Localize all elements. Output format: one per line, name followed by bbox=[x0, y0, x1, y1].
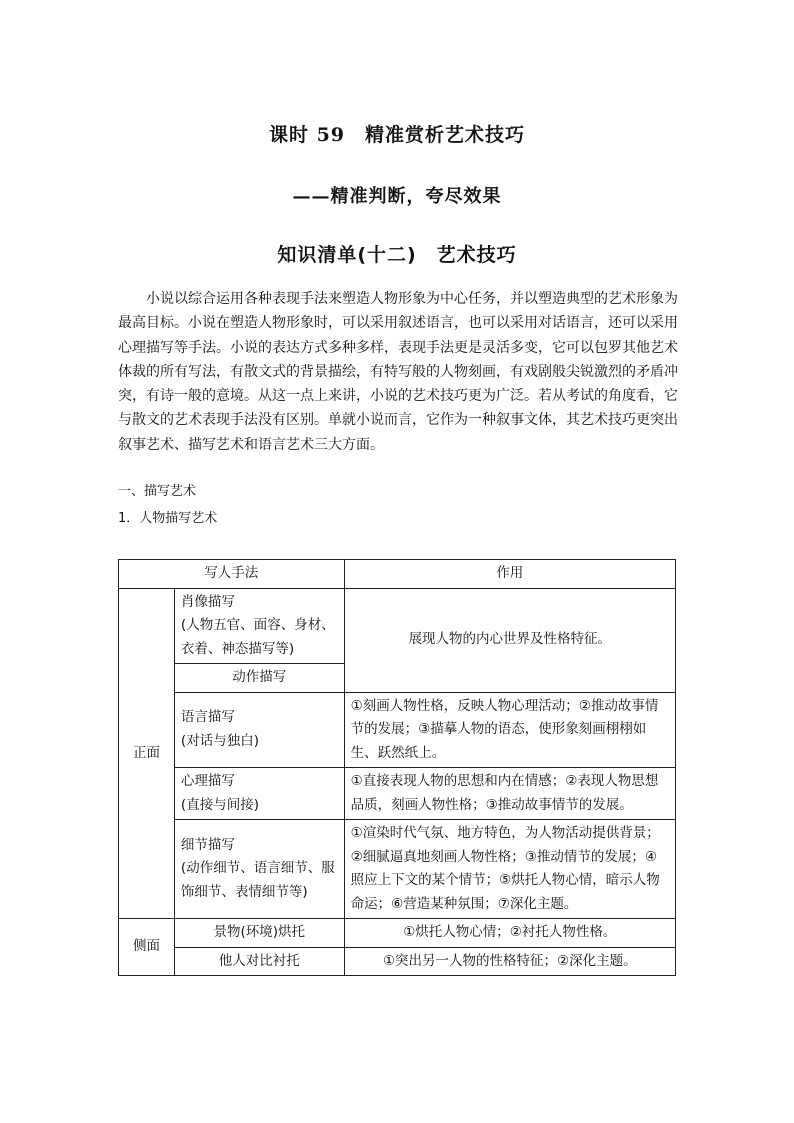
method-portrait bbox=[174, 588, 344, 664]
effect-shared: 展现人物的内心世界及性格特征。 bbox=[344, 588, 675, 692]
description-methods-table bbox=[118, 559, 676, 976]
page-title: 课时 59 精准赏析艺术技巧 bbox=[268, 124, 526, 146]
effect-psychology: ①直接表现人物的思想和内在情感；②表现人物思想品质，刻画人物性格；③推动故事情节的发展。 bbox=[344, 768, 675, 820]
method-detail bbox=[174, 820, 344, 919]
method-language bbox=[174, 692, 344, 768]
method-action: 动作描写 bbox=[174, 664, 344, 693]
header-effect: 作用 bbox=[344, 560, 675, 589]
method-name: 细节描写 bbox=[180, 836, 235, 853]
method-name: 心理描写 bbox=[180, 773, 235, 789]
header-method: 写人手法 bbox=[119, 560, 345, 589]
method-psychology bbox=[174, 768, 344, 820]
effect-contrast-foil: ①突出另一人物的性格特征；②深化主题。 bbox=[344, 947, 675, 976]
method-name: 语言描写 bbox=[180, 709, 235, 726]
effect-language: ①刻画人物性格，反映人物心理活动；②推动故事情节的发展；③描摹人物的语态，使形象刻画栩栩如生、跃然纸上。 bbox=[344, 692, 675, 768]
effect-detail: ①渲染时代气氛、地方特色，为人物活动提供背景；②细腻逼真地刻画人物性格；③推动情节的发展；④照应上下文的某个情节；⑤烘托人物心情，暗示人物命运；⑥营造某种氛围；⑦深化主题。 bbox=[344, 820, 675, 919]
method-note: (直接与间接) bbox=[180, 796, 259, 813]
group-side: 侧面 bbox=[119, 919, 175, 976]
section-title: 知识清单(十二) 艺术技巧 bbox=[277, 244, 517, 266]
method-note: (人物五官、面容、身材、衣着、神态描写等) bbox=[180, 617, 335, 657]
method-note: (对话与独白) bbox=[180, 732, 259, 749]
effect-scenery-foil: ①烘托人物心情；②衬托人物性格。 bbox=[344, 919, 675, 948]
method-note: (动作细节、语言细节、服饰细节、表情细节等) bbox=[180, 860, 335, 900]
heading-description-art: 一、描写艺术 bbox=[118, 484, 197, 499]
intro-paragraph: 小说以综合运用各种表现手法来塑造人物形象为中心任务，并以塑造典型的艺术形象为最高目标。小说在塑造人物形象时，可以采用叙述语言，也可以采用对话语言，还可以采用心理描写等手法。小说的表达方式多种多样，表现手法更是灵活多变，它可以包罗其他艺术体裁的所有写法，有散文式的背景描绘，有特写般的人物刻画，有戏剧般尖锐激烈的矛盾冲突，有诗一般的意境。从这一点上来讲，小说的艺术技巧更为广泛。若从考试的角度看，它与散文的艺术表现手法没有区别。单就小说而言，它作为一种叙事文体，其艺术技巧更突出叙事艺术、描写艺术和语言艺术三大方面。 bbox=[118, 291, 678, 453]
table-row bbox=[119, 947, 676, 976]
table-row bbox=[119, 588, 676, 664]
group-front: 正面 bbox=[119, 588, 175, 919]
page-subtitle: ——精准判断，夸尽效果 bbox=[292, 186, 502, 207]
method-scenery-foil: 景物(环境)烘托 bbox=[174, 919, 344, 948]
table-row bbox=[119, 692, 676, 768]
table-row bbox=[119, 919, 676, 948]
table-row bbox=[119, 820, 676, 919]
heading-character-description: 1．人物描写艺术 bbox=[118, 511, 218, 526]
method-name: 肖像描写 bbox=[180, 593, 235, 610]
table-row bbox=[119, 768, 676, 820]
method-contrast-foil: 他人对比衬托 bbox=[174, 947, 344, 976]
table-header-row bbox=[119, 560, 676, 589]
